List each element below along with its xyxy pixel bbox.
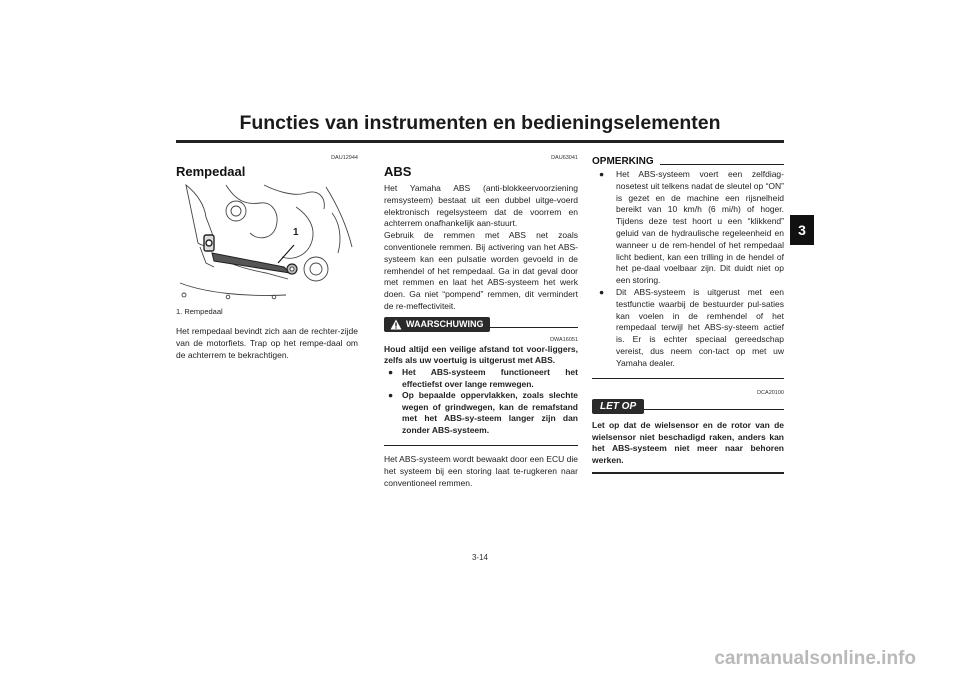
warning-rule — [490, 327, 579, 329]
letop-code: DCA20100 — [757, 390, 784, 397]
list-item: ● Het ABS-systeem functioneert het effectiefst over lange remwegen. — [388, 366, 578, 389]
warning-triangle-icon — [390, 319, 402, 330]
opmerking-rule — [660, 164, 784, 166]
letop-rule — [644, 409, 784, 411]
warning-code: DWA16051 — [550, 336, 578, 343]
warning-bullets — [384, 367, 578, 437]
abs-paragraph-3: Het ABS-systeem wordt bewaakt door een ECU die het systeem bij een storing laat te-rugkeren naar conventioneel remmen. — [384, 454, 578, 488]
list-item: ● Op bepaalde oppervlakken, zoals slechte wegen of grindwegen, kan de remafstand met het ABS-sy-steem langer zijn dan zonder ABS-systeem. — [388, 390, 578, 435]
warning-heading — [384, 317, 578, 332]
column-rempedaal — [176, 150, 358, 361]
section-title-rempedaal: Rempedaal — [176, 164, 246, 179]
letop-text: Let op dat de wielsensor en de rotor van de wielsensor niet beschadigd raken, anders kan het ABS-systeem niet meer naar behoren werken. — [592, 420, 784, 465]
abs-paragraph-1: Het Yamaha ABS (anti-blokkeervoorziening remsysteem) bestaat uit een dubbel uitge-voerd elektronisch regelsysteem dat de voorrem en achterrem onafhankelijk aan-stuurt. — [384, 183, 578, 229]
bullet-icon: ● — [599, 286, 605, 297]
warning-badge — [384, 317, 490, 332]
warning-end-rule — [384, 445, 578, 447]
header-rule — [176, 140, 784, 143]
column-opmerking — [592, 150, 784, 480]
warning-text: Houd altijd een veilige afstand tot voor-liggers, zelfs als uw voertuig is uitgerust met ABS. — [384, 343, 578, 366]
column-abs — [384, 150, 578, 489]
letop-end-rule — [592, 472, 784, 474]
bullet-icon: ● — [599, 169, 605, 179]
bullet-icon: ● — [388, 390, 394, 401]
callout-number: 1 — [293, 227, 299, 238]
abs-paragraph-2: Gebruik de remmen met ABS net zoals conventionele remmen. Bij activering van het ABS-systeem kan een pulsatie worden gevoeld in de remhendel of het rempedaal. Ga in dat geval door met remmen en laat het ABS-systeem het werk doen. Ga niet “pompend” remmen, dit vermindert de re-meffectiviteit. — [384, 230, 578, 311]
opmerking-bullets — [592, 169, 784, 370]
rempedaal-description: Het rempedaal bevindt zich aan de rechter-zijde van de motorfiets. Trap op het rempe-daal om de achterrem te bekrachtigen. — [176, 326, 358, 360]
brake-pedal-drawing — [176, 183, 358, 303]
page-number: 3-14 — [471, 553, 488, 562]
letop-badge: LET OP — [592, 399, 644, 414]
brake-pedal-illustration — [176, 183, 358, 303]
figure-caption: 1. Rempedaal — [176, 307, 223, 316]
opmerking-end-rule — [592, 378, 784, 380]
list-item: ● Dit ABS-systeem is uitgerust met een testfunctie waarbij de bestuurder pul-saties kan voelen in de remhendel of het rempedaal terwijl het ABS-sy-steem actief is. Er is echter speciaal gereedschap vereist, dus neem con-tact op met uw Yamaha dealer. — [599, 286, 784, 368]
section-code: DAU12944 — [331, 155, 358, 161]
list-item: ● Het ABS-systeem voert een zelfdiag-nosetest uit telkens nadat de sleutel op “ON” is gezet en de machine een rijsnelheid bereikt van 10 km/h (6 mi/h) of hoger. Tijdens deze test hoort u een “klikkend” geluid van de hydraulische regeleenheid en wanneer u de rem-hendel of het rempedaal licht bedient, kan een trilling in de hendel of het pe-daal voelbaar zijn. Dit duidt niet op een storing. — [599, 169, 784, 286]
section-code: DAU63041 — [551, 155, 578, 161]
warning-label: WAARSCHUWING — [406, 319, 484, 330]
chapter-tab: 3 — [790, 215, 814, 245]
letop-heading — [592, 399, 784, 414]
page-header-title: Functies van instrumenten en bedieningselementen — [239, 112, 721, 134]
opmerking-heading — [592, 156, 784, 167]
opmerking-label: OPMERKING — [592, 156, 654, 167]
bullet-icon: ● — [388, 366, 394, 377]
watermark: carmanualsonline.info — [714, 648, 916, 669]
section-title-abs: ABS — [384, 164, 412, 179]
